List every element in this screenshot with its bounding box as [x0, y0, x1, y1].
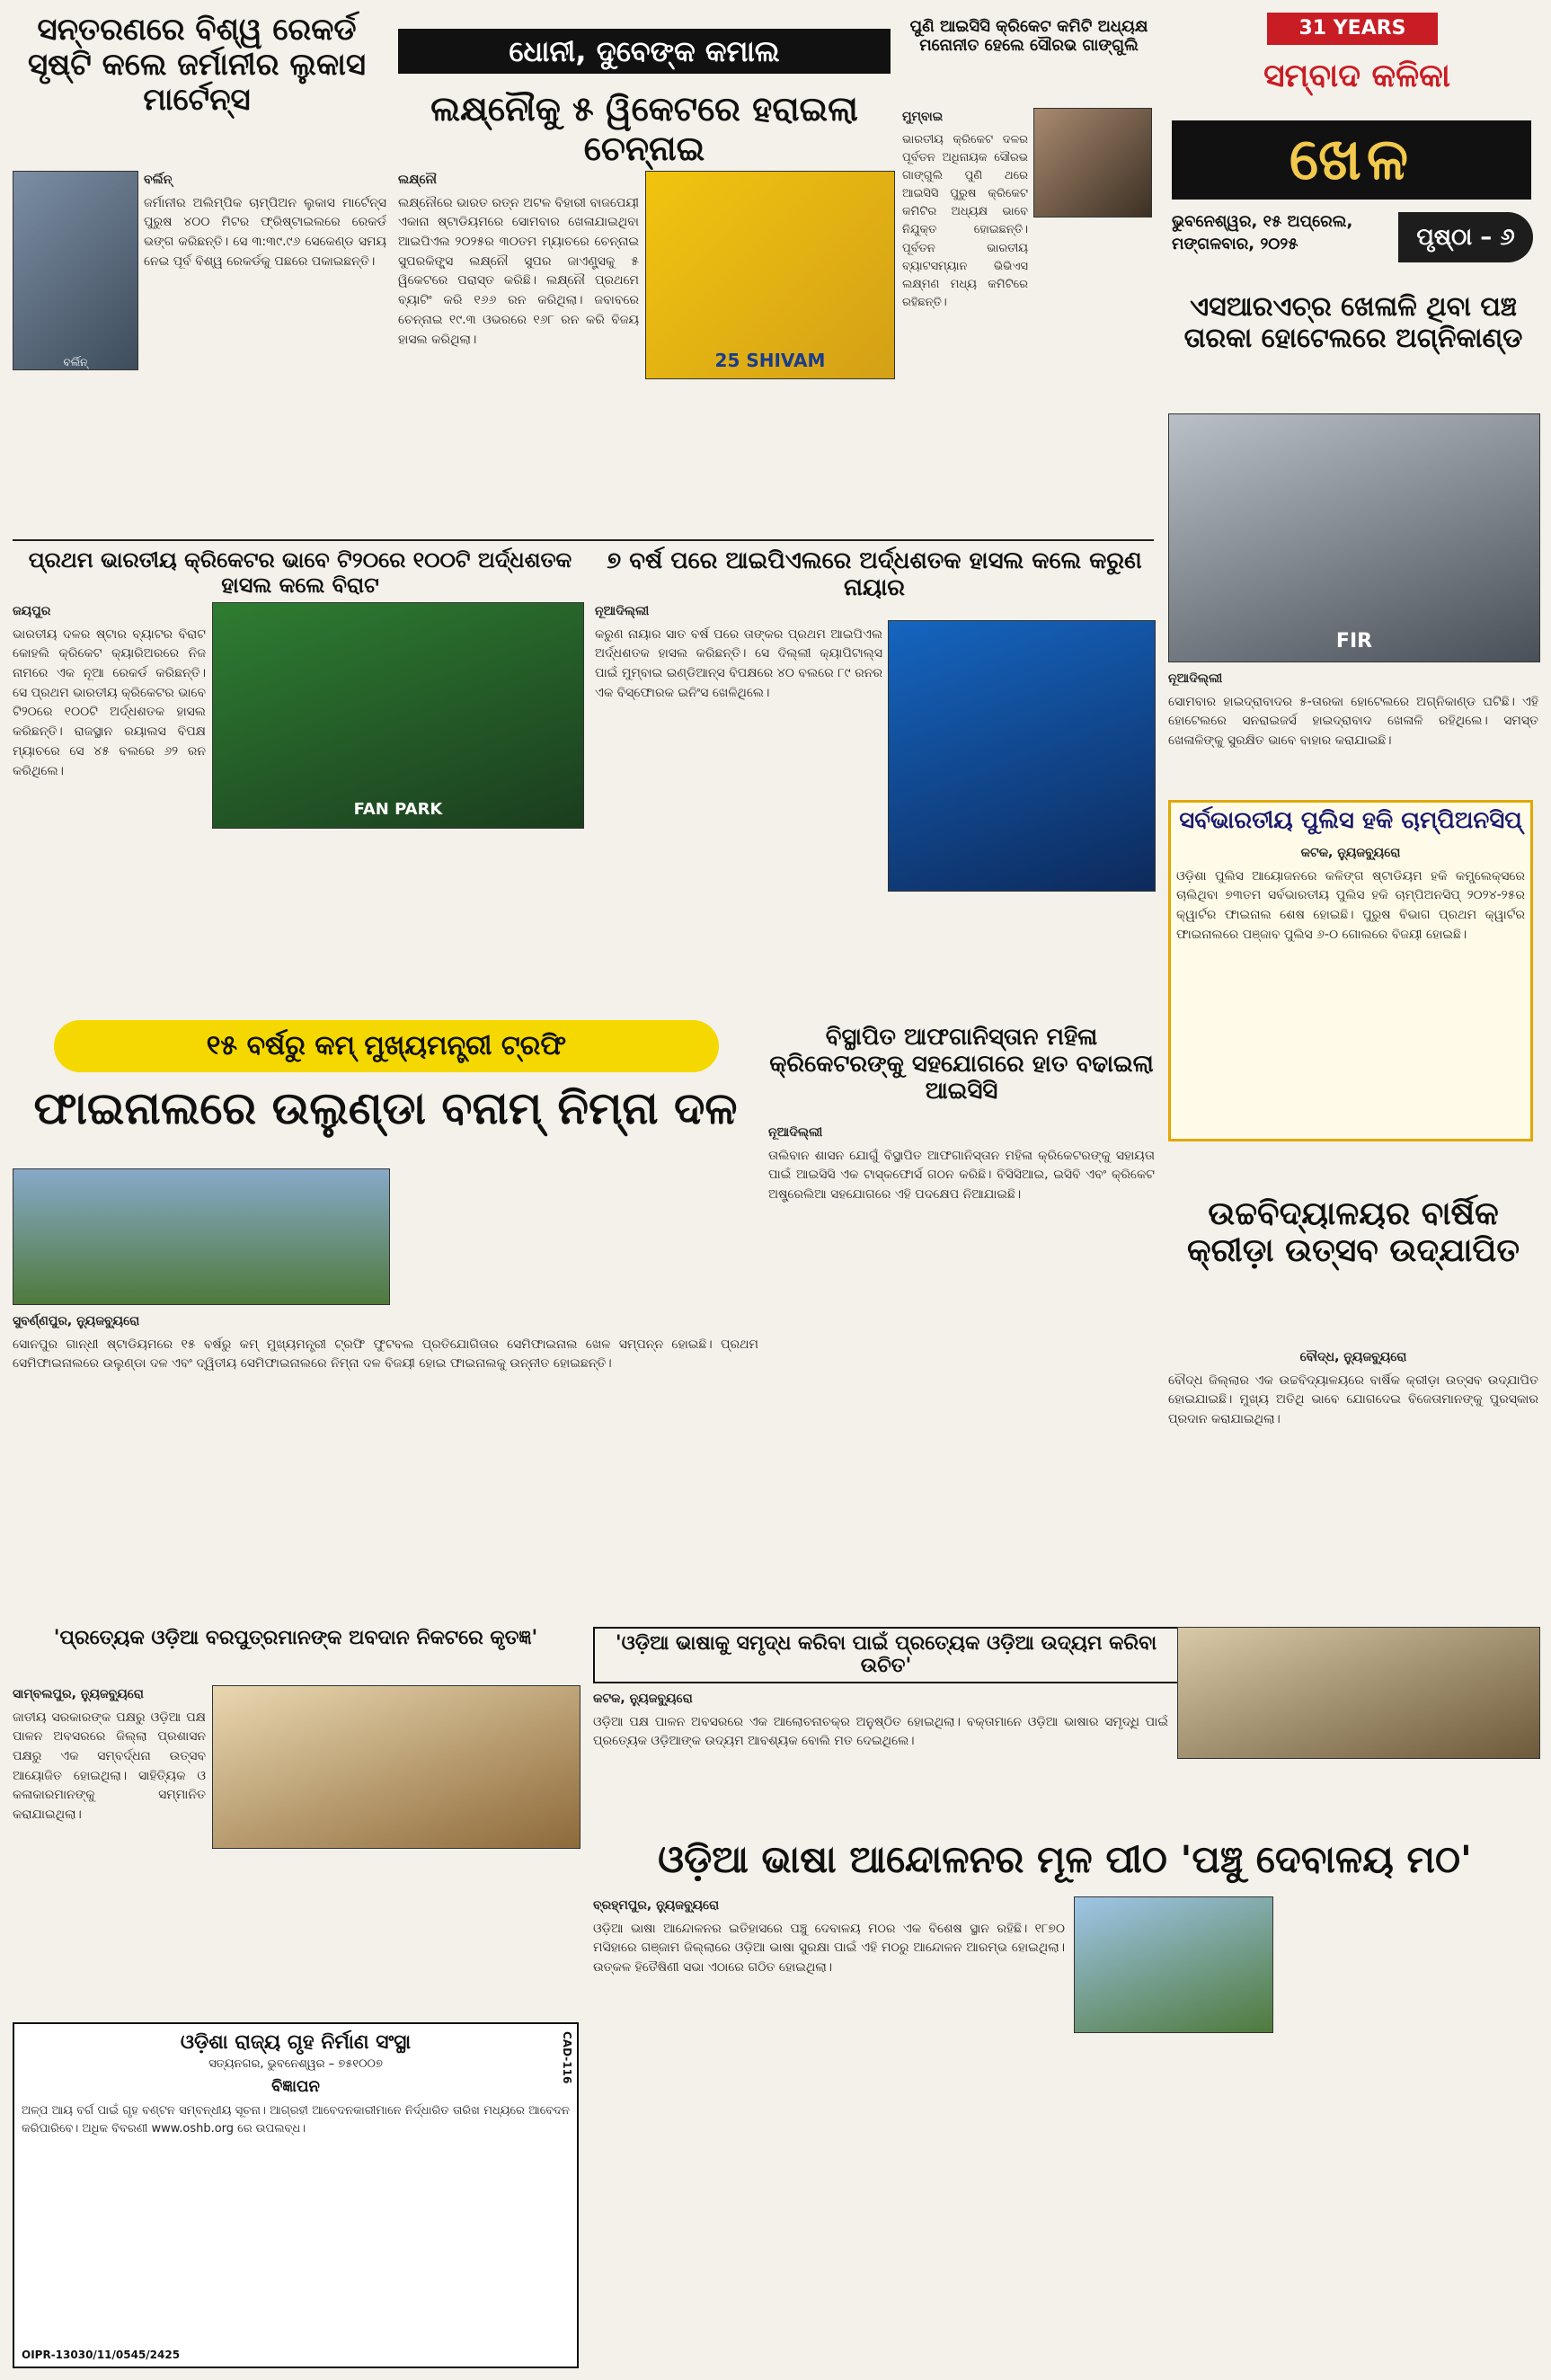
afghan-dateline: ନୂଆଦିଲ୍ଲୀ	[768, 1125, 823, 1140]
seminar-photo	[1177, 1627, 1540, 1759]
police-hockey-box	[1168, 800, 1533, 1141]
swim-text: ଜର୍ମାନୀର ଅଲିମ୍ପିକ ଚାମ୍ପିଅନ ଲୁକାସ ମାର୍ଟେନ୍ସ ପୁରୁଷ ୪୦୦ ମିଟର ଫ୍ରିଷ୍ଟାଇଲରେ ରେକର୍ଡ ଭଙ୍ଗ କରିଛନ୍ତି। ସେ ୩:୩୯.୯୬ ସେକେଣ୍ଡ ସମୟ ନେଇ ପୂର୍ବ ବିଶ୍ୱ ରେକର୍ଡକୁ ପଛରେ ପକାଇଛନ୍ତି।	[144, 195, 386, 269]
anniversary-badge: 31 YEARS	[1267, 13, 1438, 45]
kohli-text: ଭାରତୀୟ ଦଳର ଷ୍ଟାର ବ୍ୟାଟର ବିରାଟ କୋହଲି କ୍ରିକେଟ କ୍ୟାରିଅରରେ ନିଜ ନାମରେ ଏକ ନୂଆ ରେକର୍ଡ କରିଛନ୍ତି। ସେ ପ୍ରଥମ ଭାରତୀୟ କ୍ରିକେଟର ଭାବେ ଟି୨୦ରେ ୧୦୦ଟି ଅର୍ଦ୍ଧଶତକ ହାସଲ କରିଛନ୍ତି। ରାଜସ୍ଥାନ ରୟାଲସ ବିପକ୍ଷ ମ୍ୟାଚରେ ସେ ୪୫ ବଲରେ ୬୨ ରନ କରିଥିଲେ।	[13, 626, 206, 778]
advert-title: ବିଜ୍ଞାପନ	[271, 2077, 320, 2097]
paper-name: ସମ୍ବାଦ କଳିକା	[1263, 58, 1450, 94]
masthead	[1168, 13, 1538, 282]
odia-lang-dateline: କଟକ, ନ୍ୟୁଜବ୍ୟୁରୋ	[593, 1692, 693, 1706]
nair-photo	[888, 620, 1156, 892]
csk-photo-label: 25 SHIVAM	[714, 350, 826, 371]
advert-code: OIPR-13030/11/0545/2425	[22, 2349, 181, 2361]
police-hockey-body	[1176, 844, 1525, 1078]
csk-photo	[645, 171, 895, 379]
kohli-headline: ପ୍ରଥମ ଭାରତୀୟ କ୍ରିକେଟର ଭାବେ ଟି୨୦ରେ ୧୦୦ଟି ଅର୍ଦ୍ଧଶତକ ହାସଲ କଲେ ବିରାଟ	[28, 547, 572, 598]
swim-dateline: ବର୍ଲିନ୍	[144, 173, 173, 187]
gratitude-photo	[212, 1685, 581, 1849]
school-body	[1168, 1348, 1538, 1613]
cm-trophy-dateline: ସୁବର୍ଣ୍ଣପୁର, ନ୍ୟୁଜବ୍ୟୁରୋ	[13, 1314, 140, 1328]
nair-headline: ୭ ବର୍ଷ ପରେ ଆଇପିଏଲରେ ଅର୍ଦ୍ଧଶତକ ହାସଲ କଲେ କରୁଣ ନାୟାର	[607, 547, 1142, 601]
afghan-headline: ବିସ୍ଥାପିତ ଆଫଗାନିସ୍ତାନ ମହିଳା କ୍ରିକେଟରଙ୍କୁ ସହଯୋଗରେ ହାତ ବଢାଇଲା ଆଇସିସି	[769, 1024, 1154, 1105]
csk-kicker: ଧୋନୀ, ଦୁବେଙ୍କ କମାଲ	[398, 29, 891, 74]
swimmer-photo	[13, 171, 138, 370]
section-name: ଖେଳ	[1172, 120, 1531, 200]
gratitude-body	[13, 1685, 206, 2013]
afghan-text: ତାଲିବାନ ଶାସନ ଯୋଗୁଁ ବିସ୍ଥାପିତ ଆଫଗାନିସ୍ତାନ ମହିଳା କ୍ରିକେଟରଙ୍କୁ ସହାୟତା ପାଇଁ ଆଇସିସି ଏକ ଟାସ୍କଫୋର୍ସ ଗଠନ କରିଛି। ବିସିସିଆଇ, ଇସିବି ଏବଂ କ୍ରିକେଟ ଅଷ୍ଟ୍ରେଲିଆ ସହଯୋଗରେ ଏହି ପଦକ୍ଷେପ ନିଆଯାଇଛି।	[768, 1148, 1155, 1203]
location-date: ଭୁବନେଶ୍ୱର, ୧୫ ଅପ୍ରେଲ, ମଙ୍ଗଳବାର, ୨୦୨୫	[1172, 212, 1353, 254]
panchu-dateline: ବ୍ରହ୍ମପୁର, ନ୍ୟୁଜବ୍ୟୁରୋ	[593, 1898, 720, 1913]
swim-body	[144, 171, 386, 526]
fire-body	[1168, 670, 1538, 777]
odia-lang-headline: 'ଓଡ଼ିଆ ଭାଷାକୁ ସମୃଦ୍ଧ କରିବା ପାଇଁ ପ୍ରତ୍ୟେକ ଓଡ଼ିଆ ଉଦ୍ୟମ କରିବା ଉଚିତ'	[593, 1627, 1179, 1683]
temple-photo	[1074, 1896, 1273, 2033]
school-dateline: ବୌଦ୍ଧ, ନ୍ୟୁଜବ୍ୟୁରୋ	[1299, 1350, 1407, 1364]
swim-headline: ସନ୍ତରଣରେ ବିଶ୍ୱ ରେକର୍ଡ ସୃଷ୍ଟି କଲେ ଜର୍ମାନୀର ଲୁକାସ ମାର୍ଟେନ୍ସ	[28, 12, 366, 119]
ganguly-dateline: ମୁମ୍ବାଇ	[902, 110, 944, 124]
football-team-photo	[13, 1168, 390, 1305]
advert-body: ଅଳ୍ପ ଆୟ ବର୍ଗ ପାଇଁ ଗୃହ ବଣ୍ଟନ ସମ୍ବନ୍ଧୀୟ ସୂଚନା। ଆଗ୍ରହୀ ଆବେଦନକାରୀମାନେ ନିର୍ଦ୍ଧାରିତ ତାରିଖ ମଧ୍ୟରେ ଆବେଦନ କରିପାରିବେ। ଅଧିକ ବିବରଣୀ www.oshb.org ରେ ଉପଲବ୍ଧ।	[22, 2103, 570, 2136]
police-hockey-text: ଓଡ଼ିଶା ପୁଲିସ ଆୟୋଜନରେ କଳିଙ୍ଗ ଷ୍ଟାଡିୟମ ହକି କମ୍ପ୍ଲେକ୍ସରେ ଚାଲିଥିବା ୭୩ତମ ସର୍ବଭାରତୀୟ ପୁଲିସ ହକି ଚାମ୍ପିଅନସିପ୍ ୨୦୨୪-୨୫ର କ୍ୱାର୍ଟର ଫାଇନାଲ ଶେଷ ହୋଇଛି। ପୁରୁଷ ବିଭାଗ ପ୍ରଥମ କ୍ୱାର୍ଟର ଫାଇନାଲରେ ପଞ୍ଜାବ ପୁଲିସ ୬-୦ ଗୋଲରେ ବିଜୟୀ ହୋଇଛି।	[1176, 868, 1525, 942]
gratitude-dateline: ସାମ୍ବଲପୁର, ନ୍ୟୁଜବ୍ୟୁରୋ	[13, 1687, 144, 1701]
fire-dateline: ନୂଆଦିଲ୍ଲୀ	[1168, 671, 1223, 686]
fire-headline: ଏସଆରଏଚ୍‌ର ଖେଳାଳି ଥିବା ପଞ୍ଚ ତାରକା ହୋଟେଲରେ ଅଗ୍ନିକାଣ୍ଡ	[1183, 291, 1523, 354]
cm-trophy-kicker: ୧୫ ବର୍ଷରୁ କମ୍ ମୁଖ୍ୟମନ୍ତ୍ରୀ ଟ୍ରଫି	[54, 1020, 719, 1072]
fire-photo	[1168, 413, 1540, 662]
ganguly-headline: ପୁଣି ଆଇସିସି କ୍ରିକେଟ କମିଟି ଅଧ୍ୟକ୍ଷ ମନୋନୀତ ହେଲେ ସୌରଭ ଗାଙ୍ଗୁଲି	[909, 17, 1148, 55]
swimmer-caption: ବର୍ଲିନ୍	[63, 356, 88, 369]
school-headline: ଉଚ୍ଚବିଦ୍ୟାଳୟର ବାର୍ଷିକ କ୍ରୀଡ଼ା ଉତ୍ସବ ଉଦ୍‌ଯାପିତ	[1186, 1195, 1520, 1270]
nair-dateline: ନୂଆଦିଲ୍ଲୀ	[595, 604, 650, 618]
odia-lang-body	[593, 1690, 1168, 1834]
csk-text: ଲକ୍ଷ୍ନୌରେ ଭାରତ ରତ୍ନ ଅଟଳ ବିହାରୀ ବାଜପେୟୀ ଏକାନା ଷ୍ଟାଡିୟମରେ ସୋମବାର ଖେଳାଯାଇଥିବା ଆଇପିଏଲ ୨୦୨୫ର ୩୦ତମ ମ୍ୟାଚରେ ଚେନ୍ନାଇ ସୁପରକିଙ୍ଗ୍ସ ଲକ୍ଷ୍ନୌ ସୁପର ଜାଏଣ୍ଟ୍ସକୁ ୫ ୱିକେଟରେ ପରାସ୍ତ କରିଛି। ଲକ୍ଷ୍ନୌ ପ୍ରଥମେ ବ୍ୟାଟିଂ କରି ୧୬୬ ରନ କରିଥିଲା। ଜବାବରେ ଚେନ୍ନାଇ ୧୯.୩ ଓଭରରେ ୧୬୮ ରନ କରି ବିଜୟ ହାସଲ କରିଥିଲା।	[398, 195, 639, 347]
kohli-body	[13, 602, 206, 1007]
afghan-body	[768, 1123, 1155, 1613]
kohli-photo	[212, 602, 584, 829]
cm-trophy-body	[13, 1312, 758, 1613]
csk-dateline: ଲକ୍ଷ୍ନୌ	[398, 173, 437, 187]
csk-body-left	[398, 171, 639, 526]
kohli-dateline: ଜୟପୁର	[13, 604, 51, 618]
school-text: ବୌଦ୍ଧ ଜିଲ୍ଲାର ଏକ ଉଚ୍ଚବିଦ୍ୟାଳୟରେ ବାର୍ଷିକ କ୍ରୀଡ଼ା ଉତ୍ସବ ଉଦ୍‌ଯାପିତ ହୋଇଯାଇଛି। ମୁଖ୍ୟ ଅତିଥି ଭାବେ ଯୋଗଦେଇ ବିଜେତାମାନଙ୍କୁ ପୁରସ୍କାର ପ୍ରଦାନ କରାଯାଇଥିଲା।	[1168, 1372, 1538, 1427]
panchu-body	[593, 1896, 1065, 2364]
panchu-text: ଓଡ଼ିଆ ଭାଷା ଆନ୍ଦୋଳନର ଇତିହାସରେ ପଞ୍ଚୁ ଦେବାଳୟ ମଠର ଏକ ବିଶେଷ ସ୍ଥାନ ରହିଛି। ୧୮୭୦ ମସିହାରେ ଗଞ୍ଜାମ ଜିଲ୍ଲାରେ ଓଡ଼ିଆ ଭାଷା ସୁରକ୍ଷା ପାଇଁ ଏହି ମଠରୁ ଆନ୍ଦୋଳନ ଆରମ୍ଭ ହୋଇଥିଲା। ଉତ୍କଳ ହିତୈଷିଣୀ ସଭା ଏଠାରେ ଗଠିତ ହୋଇଥିଲା।	[593, 1921, 1065, 1976]
cm-trophy-text: ସୋନପୁର ଗାନ୍ଧୀ ଷ୍ଟାଡିୟମରେ ୧୫ ବର୍ଷରୁ କମ୍ ମୁଖ୍ୟମନ୍ତ୍ରୀ ଟ୍ରଫି ଫୁଟବଲ ପ୍ରତିଯୋଗିତାର ସେମିଫାଇନାଲ ଖେଳ ସମ୍ପନ୍ନ ହୋଇଛି। ପ୍ରଥମ ସେମିଫାଇନାଲରେ ଉଲୁଣ୍ଡା ଦଳ ଏବଂ ଦ୍ୱିତୀୟ ସେମିଫାଇନାଲରେ ନିମ୍ନା ଦଳ ବିଜୟୀ ହୋଇ ଫାଇନାଲକୁ ଉନ୍ନୀତ ହୋଇଛନ୍ତି।	[13, 1337, 758, 1372]
divider-rule	[13, 539, 1154, 541]
panchu-headline: ଓଡ଼ିଆ ଭାଷା ଆନ୍ଦୋଳନର ମୂଳ ପୀଠ 'ପଞ୍ଚୁ ଦେବାଳୟ ମଠ'	[658, 1837, 1472, 1881]
advert-address: ସତ୍ୟନଗର, ଭୁବନେଶ୍ୱର – ୭୫୧୦୦୭	[208, 2057, 383, 2072]
gratitude-headline: 'ପ୍ରତ୍ୟେକ ଓଡ଼ିଆ ବରପୁତ୍ରମାନଙ୍କ ଅବଦାନ ନିକଟରେ କୃତଜ୍ଞ'	[53, 1627, 538, 1649]
nair-text: କରୁଣ ନାୟାର ସାତ ବର୍ଷ ପରେ ତାଙ୍କର ପ୍ରଥମ ଆଇପିଏଲ ଅର୍ଦ୍ଧଶତକ ହାସଲ କରିଛନ୍ତି। ସେ ଦିଲ୍ଲୀ କ୍ୟାପିଟାଲ୍ସ ପାଇଁ ମୁମ୍ବାଇ ଇଣ୍ଡିଆନ୍ସ ବିପକ୍ଷରେ ୪୦ ବଲରେ ୮୯ ରନର ଏକ ବିସ୍ଫୋରକ ଇନିଂସ ଖେଳିଥିଲେ।	[595, 626, 882, 700]
housing-advert	[13, 2022, 579, 2368]
nair-body	[595, 602, 882, 1007]
kohli-photo-label: FAN PARK	[353, 800, 443, 819]
odia-lang-text: ଓଡ଼ିଆ ପକ୍ଷ ପାଳନ ଅବସରରେ ଏକ ଆଲୋଚନାଚକ୍ର ଅନୁଷ୍ଠିତ ହୋଇଥିଲା। ବକ୍ତାମାନେ ଓଡ଼ିଆ ଭାଷାର ସମୃଦ୍ଧି ପାଇଁ ପ୍ରତ୍ୟେକ ଓଡ଼ିଆଙ୍କ ଉଦ୍ୟମ ଆବଶ୍ୟକ ବୋଲି ମତ ଦେଇଥିଲେ।	[593, 1714, 1168, 1749]
fire-text: ସୋମବାର ହାଇଦ୍ରାବାଦର ୫-ତାରକା ହୋଟେଲରେ ଅଗ୍ନିକାଣ୍ଡ ଘଟିଛି। ଏହି ହୋଟେଲରେ ସନରାଇଜର୍ସ ହାଇଦ୍ରାବାଦ ଖେଳାଳି ରହିଥିଲେ। ସମସ୍ତ ଖେଳାଳିଙ୍କୁ ସୁରକ୍ଷିତ ଭାବେ ବାହାର କରାଯାଇଛି।	[1168, 694, 1538, 749]
advert-org: ଓଡ଼ିଶା ରାଜ୍ୟ ଗୃହ ନିର୍ମାଣ ସଂସ୍ଥା	[180, 2031, 412, 2054]
ganguly-text: ଭାରତୀୟ କ୍ରିକେଟ ଦଳର ପୂର୍ବତନ ଅଧିନାୟକ ସୌରଭ ଗାଙ୍ଗୁଲି ପୁଣି ଥରେ ଆଇସିସି ପୁରୁଷ କ୍ରିକେଟ କମିଟିର ଅଧ୍ୟକ୍ଷ ଭାବେ ନିଯୁକ୍ତ ହୋଇଛନ୍ତି। ପୂର୍ବତନ ଭାରତୀୟ ବ୍ୟାଟସମ୍ୟାନ ଭିଭିଏସ ଲକ୍ଷ୍ମଣ ମଧ୍ୟ କମିଟିରେ ରହିଛନ୍ତି।	[902, 132, 1028, 309]
gratitude-text: ଜାତୀୟ ସରକାରଙ୍କ ପକ୍ଷରୁ ଓଡ଼ିଆ ପକ୍ଷ ପାଳନ ଅବସରରେ ଜିଲ୍ଲା ପ୍ରଶାସନ ପକ୍ଷରୁ ଏକ ସମ୍ବର୍ଦ୍ଧନା ଉତ୍ସବ ଆୟୋଜିତ ହୋଇଥିଲା। ସାହିତ୍ୟିକ ଓ କଳାକାରମାନଙ୍କୁ ସମ୍ମାନିତ କରାଯାଇଥିଲା।	[13, 1710, 206, 1823]
police-hockey-headline: ସର୍ବଭାରତୀୟ ପୁଲିସ ହକି ଚାମ୍ପିଅନସିପ୍‌	[1179, 807, 1522, 834]
ganguly-photo	[1033, 108, 1152, 218]
csk-headline: ଲକ୍ଷ୍ନୌକୁ ୫ ୱିକେଟରେ ହରାଇଲା ଚେନ୍ନାଇ	[430, 89, 858, 168]
police-hockey-dateline: କଟକ, ନ୍ୟୁଜବ୍ୟୁରୋ	[1300, 845, 1401, 860]
advert-side-code: CAD-116	[561, 2031, 573, 2084]
page-label: ପୃଷ୍ଠା – ୬	[1398, 212, 1533, 262]
fire-photo-label: FIR	[1335, 630, 1373, 653]
ganguly-body	[902, 108, 1028, 530]
cm-trophy-headline: ଫାଇନାଲରେ ଉଲୁଣ୍ଡା ବନାମ୍ ନିମ୍ନା ଦଳ	[33, 1082, 738, 1134]
